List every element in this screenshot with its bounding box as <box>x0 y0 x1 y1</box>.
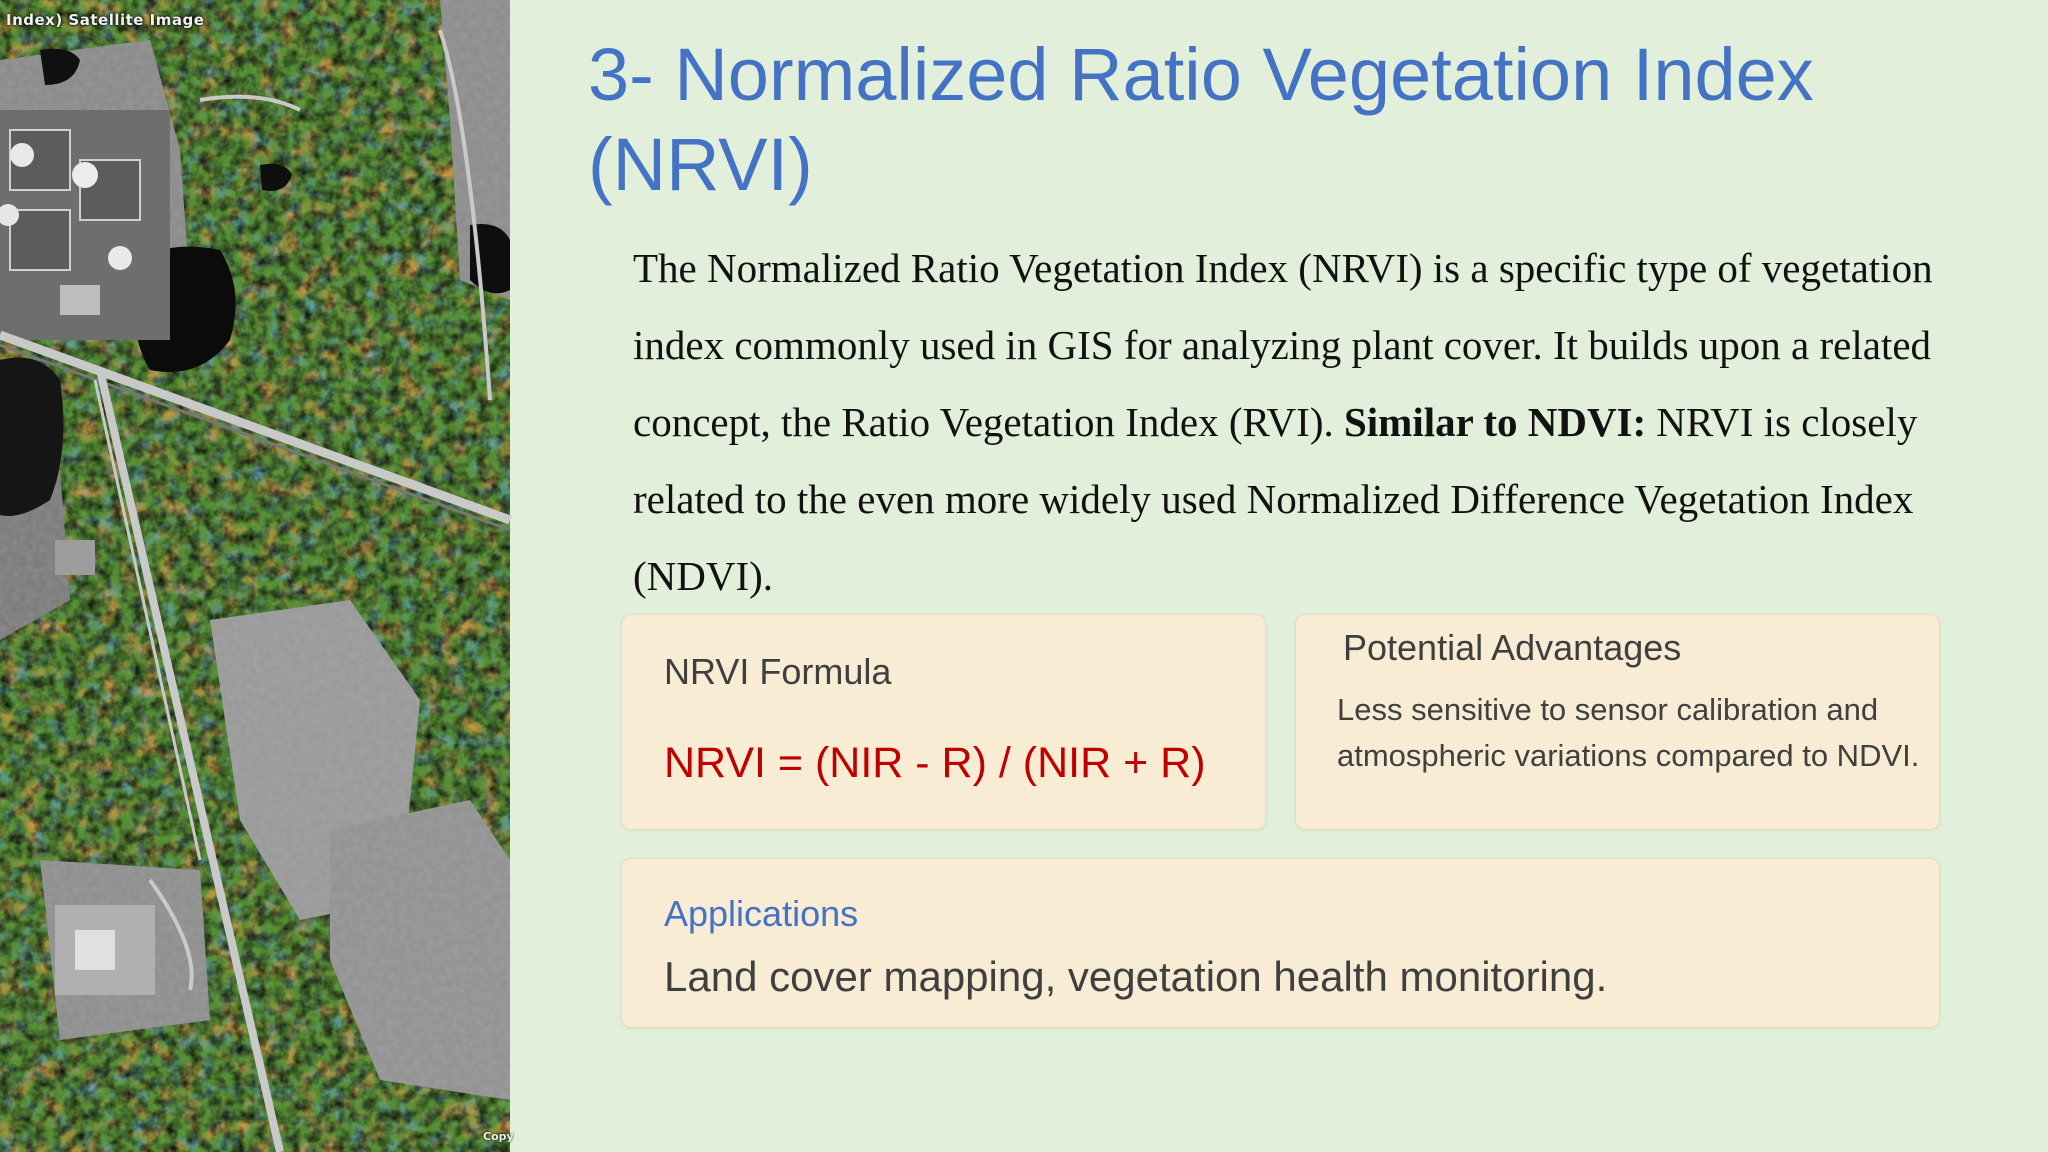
advantages-card-title: Potential Advantages <box>1343 627 1682 668</box>
applications-text: Land cover mapping, vegetation health monitoring. <box>664 953 1608 1000</box>
satellite-image-graphic <box>0 0 510 1152</box>
image-credit: Copy <box>483 1130 514 1143</box>
slide-title: 3- Normalized Ratio Vegetation Index (NRVI) <box>588 33 1814 206</box>
applications-card-title: Applications <box>664 893 859 934</box>
advantages-text: Less sensitive to sensor calibration and atmospheric variations compared to NDVI. <box>1337 692 1920 773</box>
intro-bold-phrase: Similar to NDVI: <box>1343 399 1647 445</box>
intro-text-part1: The Normalized Ratio Vegetation Index (NRVI) is a specific type of vegetation index commonly used in GIS for analyzing plant cover. It builds upon a related concept, the Ratio Vegetation Index (RVI). <box>633 245 1933 445</box>
satellite-image <box>0 0 514 1152</box>
intro-paragraph <box>633 230 1953 615</box>
formula-text: NRVI = (NIR - R) / (NIR + R) <box>664 739 1206 787</box>
formula-card <box>621 614 1266 830</box>
image-caption: Index) Satellite Image <box>6 11 205 29</box>
formula-card-title: NRVI Formula <box>664 651 892 692</box>
applications-card <box>621 858 1940 1028</box>
advantages-card <box>1295 614 1940 830</box>
intro-text-part2: NRVI is closely related to the even more widely used Normalized Difference Vegetation Index (NDVI). <box>633 399 1918 599</box>
